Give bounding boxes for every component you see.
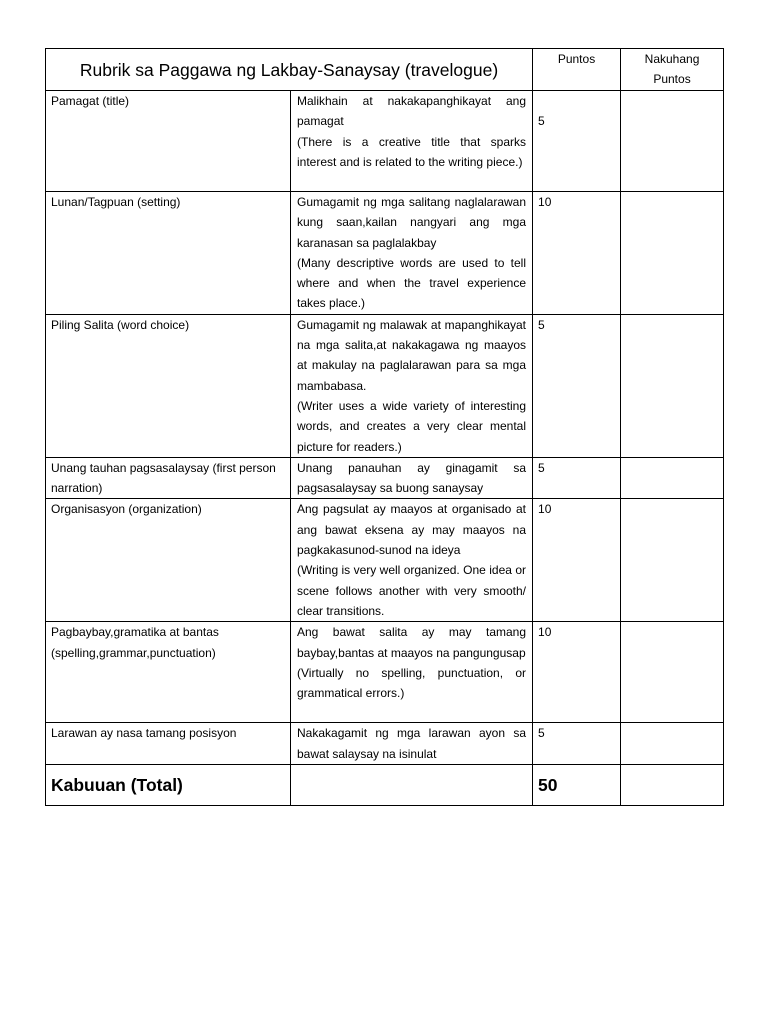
points-cell: 5 [533,457,621,499]
table-row [46,499,724,622]
total-earned-points-cell[interactable] [621,764,724,805]
total-points: 50 [533,764,621,805]
description-filipino: Ang pagsulat ay maayos at organisado at ang bawat eksena ay may maayos na pagkakasunod-sunod na ideya [297,502,527,558]
table-row [46,622,724,723]
total-label: Kabuuan (Total) [46,764,291,805]
description-filipino: Malikhain at nakakapanghikayat ang pamagat [297,94,527,129]
description-cell [291,314,533,457]
total-row [46,764,724,805]
points-cell: 10 [533,192,621,315]
points-cell: 5 [533,91,621,192]
earned-points-cell[interactable] [621,499,724,622]
earned-points-cell[interactable] [621,314,724,457]
table-row [46,723,724,765]
earned-points-cell[interactable] [621,723,724,765]
description-filipino: Gumagamit ng malawak at mapanghikayat na mga salita,at nakakagawa ng maayos at makulay na paglalarawan para sa mga mambabasa. [297,317,527,393]
description-english: (Virtually no spelling, punctuation, or grammatical errors.) [297,665,527,701]
description-cell [291,723,533,765]
earned-points-cell[interactable] [621,622,724,723]
description-cell [291,457,533,499]
criterion-cell: Pamagat (title) [46,91,291,192]
description-filipino: Nakakagamit ng mga larawan ayon sa bawat salaysay na isinulat [297,726,527,761]
total-description-cell [291,764,533,805]
points-cell: 10 [533,622,621,723]
table-row [46,314,724,457]
criterion-cell: Unang tauhan pagsasalaysay (first person narration) [46,457,291,499]
criterion-cell: Organisasyon (organization) [46,499,291,622]
earned-header-line-1: Nakuhang [644,52,700,66]
criterion-cell: Lunan/Tagpuan (setting) [46,192,291,315]
points-cell: 5 [533,723,621,765]
description-filipino: Gumagamit ng mga salitang naglalarawan kung saan,kailan nangyari ang mga karanasan sa paglalakbay [297,195,527,250]
description-cell [291,192,533,315]
criterion-cell: Pagbaybay,gramatika at bantas (spelling,grammar,punctuation) [46,622,291,723]
table-row [46,91,724,192]
earned-points-cell[interactable] [621,91,724,192]
points-cell: 5 [533,314,621,457]
description-cell [291,91,533,192]
earned-points-column-header [621,49,724,91]
criterion-cell: Piling Salita (word choice) [46,314,291,457]
criterion-cell: Larawan ay nasa tamang posisyon [46,723,291,765]
header-row [46,49,724,91]
description-english: (Many descriptive words are used to tell where and when the travel experience takes place.) [297,255,527,311]
table-row [46,457,724,499]
description-english: (There is a creative title that sparks interest and is related to the writing piece.) [297,134,527,169]
rubric-table [45,48,724,806]
table-row [46,192,724,315]
earned-points-cell[interactable] [621,457,724,499]
description-english: (Writing is very well organized. One idea or scene follows another with very smooth/ clear transitions. [297,563,527,618]
points-column-header: Puntos [533,49,621,91]
description-english: (Writer uses a wide variety of interesting words, and creates a very clear mental picture for readers.) [297,398,527,454]
description-cell [291,499,533,622]
earned-header-line-2: Puntos [653,72,691,86]
rubric-title: Rubrik sa Paggawa ng Lakbay-Sanaysay (travelogue) [46,49,533,91]
earned-points-cell[interactable] [621,192,724,315]
points-cell: 10 [533,499,621,622]
description-cell [291,622,533,723]
description-filipino: Ang bawat salita ay may tamang baybay,bantas at maayos na pangungusap [297,625,527,660]
description-filipino: Unang panauhan ay ginagamit sa pagsasalaysay sa buong sanaysay [297,460,527,496]
